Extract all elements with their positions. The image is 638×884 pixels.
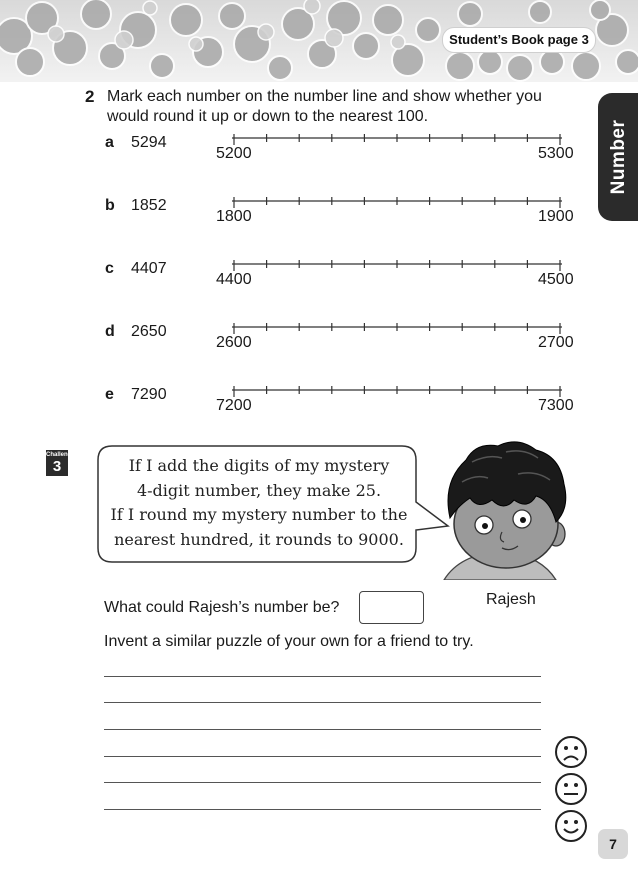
prompt-invent-puzzle: Invent a similar puzzle of your own for a friend to try.	[104, 633, 474, 650]
character-name: Rajesh	[486, 591, 536, 608]
row-letter: a	[105, 134, 114, 151]
row-letter: d	[105, 323, 115, 340]
number-line-start: 7200	[216, 397, 252, 414]
section-tab	[598, 93, 638, 221]
number-line-end: 1900	[538, 208, 574, 225]
writing-line[interactable]	[104, 756, 541, 757]
question-number: 2	[85, 87, 95, 106]
speech-line: 4-digit number, they make 25.	[136, 480, 382, 500]
number-line[interactable]	[230, 321, 570, 335]
number-line-start: 5200	[216, 145, 252, 162]
number-line[interactable]	[230, 258, 570, 272]
writing-line[interactable]	[104, 809, 541, 810]
answer-box[interactable]	[359, 591, 424, 624]
speech-text	[104, 454, 414, 552]
number-line-start: 1800	[216, 208, 252, 225]
rajesh-illustration	[432, 436, 568, 580]
header-banner	[0, 0, 638, 82]
row-number: 4407	[131, 260, 167, 277]
happy-face-icon[interactable]	[554, 809, 588, 843]
number-line-end: 5300	[538, 145, 574, 162]
number-line[interactable]	[230, 384, 570, 398]
number-line-start: 2600	[216, 334, 252, 351]
number-line-end: 2700	[538, 334, 574, 351]
row-number: 2650	[131, 323, 167, 340]
prompt-rajesh-number: What could Rajesh’s number be?	[104, 599, 340, 616]
number-line[interactable]	[230, 132, 570, 146]
writing-line[interactable]	[104, 729, 541, 730]
page-number: 7	[598, 829, 628, 859]
students-book-badge: Student’s Book page 3	[442, 27, 596, 53]
row-letter: b	[105, 197, 115, 214]
writing-line[interactable]	[104, 676, 541, 677]
challenge-badge	[46, 450, 75, 476]
neutral-face-icon[interactable]	[554, 772, 588, 806]
writing-line[interactable]	[104, 702, 541, 703]
speech-line: If I add the digits of my mystery	[128, 456, 390, 475]
challenge-title: Challenge	[46, 452, 75, 458]
row-number: 5294	[131, 134, 167, 151]
row-number: 7290	[131, 386, 167, 403]
question-text: Mark each number on the number line and show whether you would round it up or down to the nearest 100.	[107, 88, 542, 125]
speech-line: nearest hundred, it rounds to 9000.	[114, 529, 404, 549]
section-tab-label: Number	[608, 119, 629, 195]
sad-face-icon[interactable]	[554, 735, 588, 769]
number-line-start: 4400	[216, 271, 252, 288]
number-line-end: 7300	[538, 397, 574, 414]
row-letter: e	[105, 386, 114, 403]
writing-line[interactable]	[104, 782, 541, 783]
row-letter: c	[105, 260, 114, 277]
number-line[interactable]	[230, 195, 570, 209]
row-number: 1852	[131, 197, 167, 214]
number-line-end: 4500	[538, 271, 574, 288]
speech-line: If I round my mystery number to the	[110, 505, 408, 524]
challenge-number: 3	[52, 458, 62, 475]
